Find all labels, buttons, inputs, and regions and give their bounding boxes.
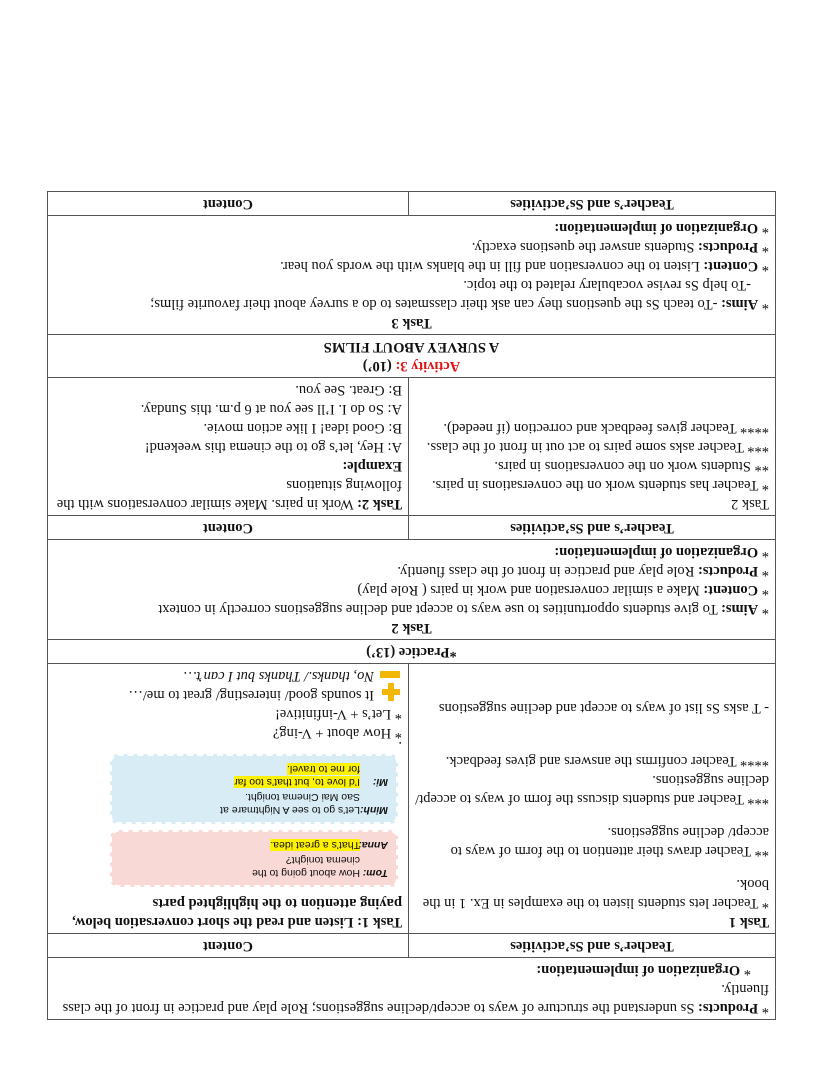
task2-label: Task 2 [730,496,769,512]
example-label: Example: [342,458,402,474]
task3-aims: * Aims: -To teach Ss the questions they can ask their classmates to do a survey about their favourite films; [150,296,769,312]
accept-line: It sounds good/ interesting/ great to me/… [54,685,402,704]
task2-organization: * Organization of implementation: [554,544,769,560]
task3-products: * Products: Students answer the questions exactly. [471,239,769,255]
table1-body [48,664,775,934]
minh-line-2: Sao Mai Cinema tonight. [245,791,360,803]
table3-header [48,192,775,216]
table3-col-left-header: Teacher’s and Ss’activities [408,192,775,215]
task3-organization: * Organization of implementation: [554,220,769,236]
speaker-mi: Mi: [372,776,388,788]
task2-content: * Content: Make a similar conversation and work in pairs ( Role play) [357,582,769,598]
table2-left-cell [408,378,775,515]
task1-title: Task 1: Listen and read the short conversation below, paying attention to the highlighted parts [72,895,402,930]
table1-right-cell [48,664,408,933]
dialogue-box-pink [110,830,398,887]
speaker-minh: Minh: [360,804,388,816]
speaker-anna: Anna: [358,839,388,851]
table2-right-cell [48,378,408,515]
mi-line-1: I’d love to, but that’s too far [234,776,360,788]
task3-content: * Content: Listen to the conversation and fill in the blanks with the words you hear. [280,258,769,274]
task2-instruction: Task 2: Work in pairs. Make similar conversations with the following situations [56,477,402,512]
tom-line-2: cinema tonight? [285,854,360,866]
structure-lets: * Let’s + V-infinitive! [275,706,402,722]
table1-header [48,934,775,958]
activity3-label: Activity 3: (10’) [362,358,461,374]
task1-step4: **** Teacher confirms the answers and gives feedback. [445,753,769,769]
table2-body [48,378,775,516]
dot-mark: . [398,738,402,754]
task1-step3: *** Teacher and students discuss the form of ways to accept/ decline suggestions. [415,772,769,807]
table2-col-right-header: Content [203,520,253,536]
table3-col-right-header: Content [203,196,253,212]
task2-products: * Products: Role play and practice in front of the class fluently. [397,563,769,579]
example-a2: A: So do I. I’ll see you at 6 p.m. this Sunday. [140,401,402,417]
task3-block [48,216,775,335]
plus-icon [380,687,402,701]
task2-aims: * Aims: To give students opportunities to use ways to accept and decline suggestions correctly in context [158,601,769,617]
anna-line: That’s a great idea. [270,839,360,851]
structure-how-about: * How about + V-ing? [272,725,402,741]
mi-line-2: for me to travel. [287,763,360,775]
task2-step3: *** Teacher asks some pairs to act out in front of the class. [426,439,769,455]
decline-line: No, thanks./ Thanks but I can’t… [54,666,402,685]
task1-step1: * Teacher lets students listen to the examples in Ex. 1 in the book. [422,876,769,911]
practice-heading: *Practice (13’) [48,640,775,664]
table2-col-left-header: Teacher’s and Ss’activities [408,516,775,539]
minus-icon [380,668,402,682]
task3-title: Task 3 [391,315,432,331]
table1-col-left-header: Teacher’s and Ss’activities [408,934,775,957]
activity3-title: A SURVEY ABOUT FILMS [323,339,500,355]
task2-step2: ** Students work on the conversations in pairs. [494,458,769,474]
intro-block [48,958,775,1019]
example-a1: A: Hey, let’s go to the cinema this weekend! [144,439,402,455]
intro-organization: * Organization of implementation: [536,962,751,978]
example-b2: B: Great. See you. [295,382,402,398]
speaker-tom: Tom: [362,867,388,879]
dialogue-box-blue [110,754,398,824]
table1-col-right-header: Content [203,938,253,954]
task2-title: Task 2 [391,620,432,636]
minh-line-1: Let’s go to see A Nightmare at [220,804,360,816]
lesson-plan-document [47,191,776,1020]
task1-label: Task 1 [728,914,769,930]
activity3-heading [48,335,775,378]
dialogue-image [110,754,398,887]
task1-step5: - T asks Ss list of ways to accept and decline suggestions [438,700,769,716]
task2-block [48,540,775,640]
tom-line-1: How about going to the [252,867,360,879]
table2-header [48,516,775,540]
task2-step1: * Teacher has students work on the conversations in pairs. [432,477,769,493]
task2-step4: **** Teacher gives feedback and correction (if needed). [443,420,769,436]
task1-step2: ** Teacher draws their attention to the form of ways to accept/ decline suggestions. [450,824,769,859]
table1-left-cell [408,664,775,933]
task3-aims-2: -To help Ss revise vocabulary related to the topic. [463,277,751,293]
intro-products: * Products: Ss understand the structure of ways to accept/decline suggestions; Role play and practice in front of the class fluently. [62,981,769,1016]
example-b1: B: Good idea! I like action movie. [203,420,402,436]
